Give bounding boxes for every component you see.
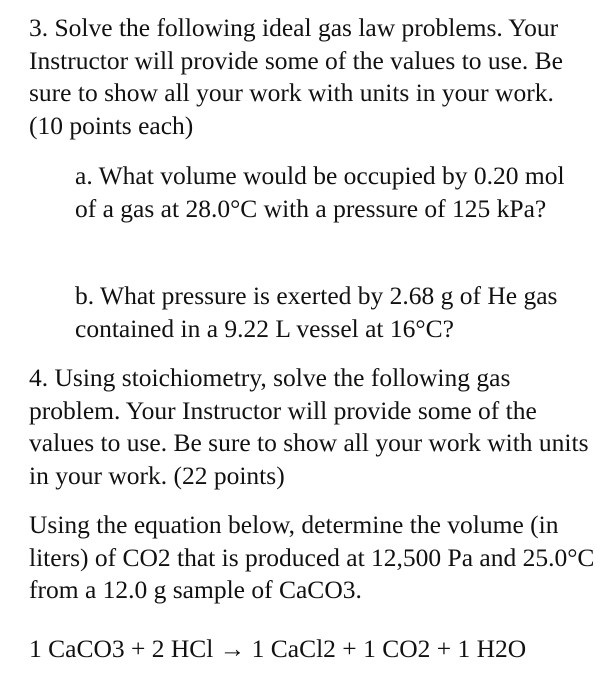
problem-4-question: Using the equation below, determine the volume (in liters) of CO2 that is produced at 12,500 Pa and 25.0°C from a 12.0 g sample of CaCO3. — [29, 510, 595, 604]
chemical-equation: 1 CaCO3 + 2 HCl → 1 CaCl2 + 1 CO2 + 1 H2O — [29, 634, 527, 663]
problem-4-instructions: 4. Using stoichiometry, solve the following gas problem. Your Instructor will provide some of the values to use. Be sure to show all your work with units in your work. (22 points) — [29, 363, 589, 490]
problem-3b-question: b. What pressure is exerted by 2.68 g of He gas contained in a 9.22 L vessel at 16°C? — [75, 281, 558, 343]
problem-3-instructions: 3. Solve the following ideal gas law problems. Your Instructor will provide some of the values to use. Be sure to show all your work with units in your work. (10 points each) — [29, 13, 563, 140]
problem-3a-question: a. What volume would be occupied by 0.20 mol of a gas at 28.0°C with a pressure of 125 kPa? — [75, 161, 565, 223]
